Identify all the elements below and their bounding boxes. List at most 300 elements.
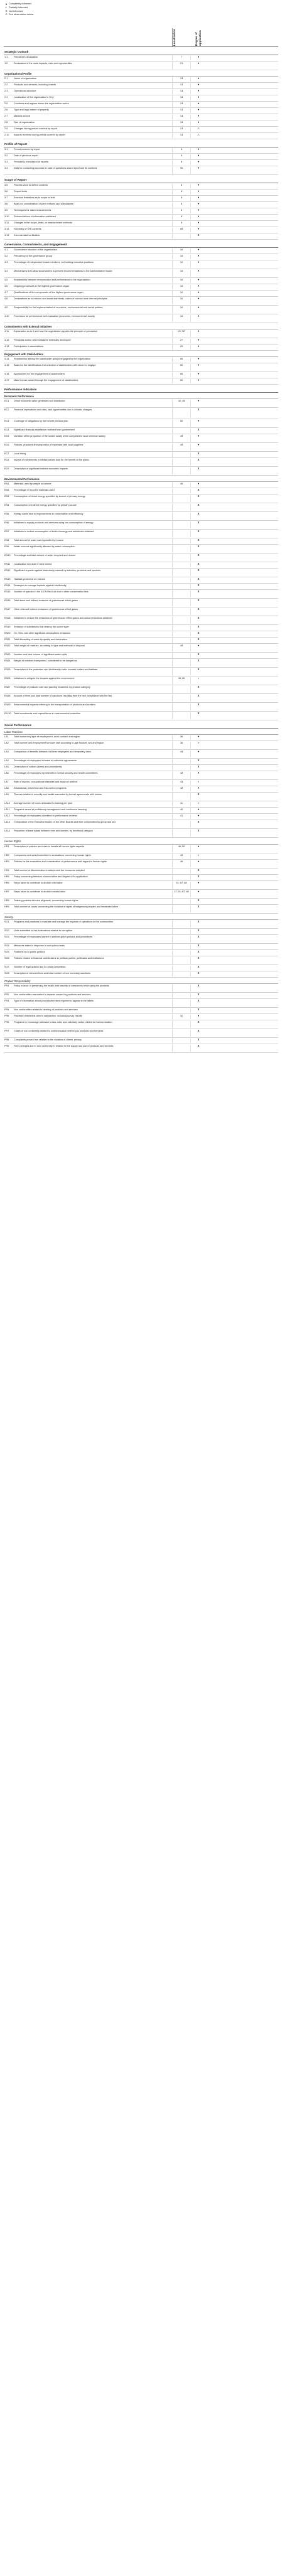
table-row xyxy=(4,808,278,814)
not-informed-icon: X xyxy=(197,898,200,902)
table-row xyxy=(4,780,278,786)
localization-page xyxy=(172,957,191,964)
indicator-code: EN6 xyxy=(4,521,9,525)
localization-page xyxy=(172,599,191,606)
not-informed-icon: X xyxy=(197,577,200,581)
table-row xyxy=(4,935,278,944)
indicator-code: 3.7 xyxy=(4,196,8,199)
indicator-code: 3.11 xyxy=(4,221,9,224)
indicator-code: EC3 xyxy=(4,420,9,423)
localization-page xyxy=(172,653,191,658)
indicator-description: Programs and practices to evaluate and manage the impacts of operations in the communities xyxy=(14,920,114,923)
table-row xyxy=(4,399,278,408)
indicator-description: Percentage of products sold and packing reclaimed, by product category xyxy=(14,686,90,689)
table-row xyxy=(4,55,278,61)
indicator-code: EN22 xyxy=(4,644,11,648)
indicator-description: Eventual limitations as to scope or limit xyxy=(14,196,55,199)
filled-circle-icon: ● xyxy=(197,147,200,151)
table-row xyxy=(4,306,278,314)
localization-page: 8 xyxy=(172,215,191,220)
indicator-description: Steps taken to contribute to abolish child labor xyxy=(14,881,63,884)
indicator-description: Total number of discrimination incidents and the measures adopted xyxy=(14,868,85,872)
indicator-description: Products and services, including brands xyxy=(14,83,57,87)
indicator-description: Participation in associations xyxy=(14,345,43,348)
not-informed-icon: X xyxy=(197,956,200,959)
localization-page xyxy=(172,936,191,943)
not-informed-icon: X xyxy=(197,584,200,587)
warning-icon: ⚠ xyxy=(197,127,200,131)
filled-circle-icon: ● xyxy=(197,771,200,775)
indicator-code: 2.10 xyxy=(4,134,9,137)
indicator-code: 4.4 xyxy=(4,269,8,272)
indicator-code: EN8 xyxy=(4,539,9,542)
table-row xyxy=(4,868,278,875)
table-row xyxy=(4,372,278,378)
localization-page: 8 xyxy=(172,154,191,159)
filled-circle-icon: ● xyxy=(197,154,200,158)
localization-page xyxy=(172,668,191,675)
indicator-description: Date of previous report xyxy=(14,154,38,158)
localization-page xyxy=(172,703,191,710)
indicator-description: Type of information about products/services required to appear in the labels xyxy=(14,1000,94,1003)
table-row xyxy=(4,653,278,659)
table-row xyxy=(4,577,278,584)
table-row xyxy=(4,183,278,190)
indicator-code: 1.1 xyxy=(4,56,8,59)
localization-page xyxy=(172,869,191,874)
table-row xyxy=(4,530,278,538)
localization-page xyxy=(172,660,191,666)
indicator-code: 4.17 xyxy=(4,379,9,382)
filled-circle-icon: ● xyxy=(197,357,200,361)
filled-circle-icon: ● xyxy=(197,859,200,863)
indicator-description: Percentage of independent board members, not holding executive positions xyxy=(14,260,94,264)
table-row xyxy=(4,77,278,83)
filled-circle-icon: ● xyxy=(197,296,200,300)
table-row xyxy=(4,357,278,363)
filled-circle-icon: ● xyxy=(5,2,8,6)
indicator-code: EN24 xyxy=(4,660,11,663)
indicator-description: Themes relative to security and health warranted by formal agreements with unions xyxy=(14,793,102,796)
indicator-description: Consumption of indirect energy specified by primary source xyxy=(14,504,77,507)
table-row xyxy=(4,759,278,765)
localization-page xyxy=(172,1045,191,1052)
localization-page: 8 xyxy=(172,190,191,195)
localization-page: 13 xyxy=(172,83,191,88)
indicator-code: 3.3 xyxy=(4,161,8,164)
filled-circle-icon: ● xyxy=(197,482,200,486)
table-row xyxy=(4,512,278,521)
indicator-code: LA4 xyxy=(4,759,9,762)
indicator-code: 3.5 xyxy=(4,183,8,186)
table-row xyxy=(4,538,278,545)
table-header xyxy=(4,18,278,47)
indicator-code: HR5 xyxy=(4,875,9,878)
indicator-description: Changes during period covered by report xyxy=(14,127,58,131)
table-row xyxy=(4,284,278,291)
table-row xyxy=(4,1044,278,1053)
table-row xyxy=(4,314,278,323)
localization-page xyxy=(172,626,191,630)
table-row xyxy=(4,127,278,133)
filled-circle-icon: ● xyxy=(197,814,200,818)
filled-circle-icon: ● xyxy=(197,95,200,99)
indicator-code: EN14 xyxy=(4,584,11,587)
indicator-code: EC6 xyxy=(4,444,9,447)
indicator-description: Policies, practices and proportion of expenses with local suppliers xyxy=(14,444,84,447)
localization-page: 41 xyxy=(172,815,191,819)
localization-page: 50 xyxy=(172,420,191,427)
indicator-description: Total amount of water used specified by source xyxy=(14,539,64,542)
section-heading: Economic Performance xyxy=(4,393,278,399)
indicator-description: Summary of GRI contents xyxy=(14,227,41,230)
indicator-code: EC2 xyxy=(4,409,9,412)
table-row xyxy=(4,553,278,562)
not-informed-icon: X xyxy=(197,993,200,997)
indicator-description: Average number of hours dedicated to training per year xyxy=(14,802,73,805)
indicator-description: Amount of fines and total number of sanctions resulting from the non compliance with the law xyxy=(14,695,112,698)
table-row xyxy=(4,590,278,599)
not-informed-icon: X xyxy=(197,631,200,635)
not-informed-icon: X xyxy=(197,904,200,908)
filled-circle-icon: ● xyxy=(197,160,200,164)
not-informed-icon: X xyxy=(197,562,200,566)
indicator-description: Policy in favor of preserving the health and security of consumers while using the products xyxy=(14,985,109,988)
localization-page xyxy=(172,1030,191,1037)
indicator-code: 3.1 xyxy=(4,148,8,151)
filled-circle-icon: ● xyxy=(197,808,200,811)
filled-circle-icon: ● xyxy=(197,166,200,170)
indicator-description: Approaches for the engagement of stakeholders xyxy=(14,373,65,376)
indicator-description: Proportion of base salary between men and women, by functional category xyxy=(14,830,93,833)
localization-page: 16 xyxy=(172,297,191,304)
filled-circle-icon: ● xyxy=(197,305,200,309)
not-informed-icon: X xyxy=(197,949,200,953)
indicator-code: HR7 xyxy=(4,890,9,893)
indicator-description: Educational, prevention and risk control programs xyxy=(14,787,67,790)
table-row xyxy=(4,685,278,694)
section-heading: Human Rights xyxy=(4,838,278,844)
not-informed-icon: X xyxy=(197,530,200,533)
indicator-code: EN12 xyxy=(4,569,11,572)
indicator-code: EN23 xyxy=(4,653,11,656)
not-informed-icon: X xyxy=(197,668,200,671)
indicator-code: HR2 xyxy=(4,853,9,857)
indicator-description: Number of species in the IUCN Red List and in other conservation lists xyxy=(14,591,89,594)
indicator-description: Complaints proved true relative to the violation of clients' privacy xyxy=(14,1039,82,1042)
indicator-code: LA10 xyxy=(4,802,10,805)
indicator-code: HR4 xyxy=(4,868,9,872)
indicator-description: Policies related to financial contributions to political parties, politicians and institutions xyxy=(14,956,104,959)
localization-page: 49 xyxy=(172,644,191,651)
filled-circle-icon: ● xyxy=(197,735,200,739)
indicator-description: Periodicity of emission of reports xyxy=(14,161,48,164)
table-row xyxy=(4,166,278,175)
not-informed-icon: X xyxy=(197,638,200,641)
not-informed-icon: X xyxy=(197,793,200,796)
indicator-description: Number and total volume of significant water spills xyxy=(14,653,67,656)
filled-circle-icon: ● xyxy=(197,83,200,87)
half-circle-icon: ◐ xyxy=(197,780,200,784)
indicator-code: EN18 xyxy=(4,617,11,620)
table-row xyxy=(4,607,278,616)
table-row xyxy=(4,221,278,227)
table-row xyxy=(4,801,278,808)
filled-circle-icon: ● xyxy=(197,55,200,59)
indicator-description: Process used to define contents xyxy=(14,183,48,186)
table-row xyxy=(4,944,278,950)
table-row xyxy=(4,625,278,631)
indicator-code: 4.2 xyxy=(4,254,8,257)
localization-page: 13 xyxy=(172,102,191,107)
filled-circle-icon: ● xyxy=(197,77,200,80)
localization-page: 7 xyxy=(172,56,191,60)
section-heading: Environmental Performance xyxy=(4,476,278,482)
filled-circle-icon: ● xyxy=(197,102,200,105)
indicator-code: EN16 xyxy=(4,599,11,602)
localization-page: 80 xyxy=(172,364,191,371)
table-row xyxy=(4,712,278,720)
filled-circle-icon: ● xyxy=(197,120,200,124)
table-row xyxy=(4,584,278,590)
indicator-code: LA6 xyxy=(4,772,9,775)
indicator-description: Type and legal nature of property xyxy=(14,109,49,112)
indicator-description: Mechanisms that allow stockholders to present recommendations to the Administrative Board xyxy=(14,269,112,272)
localization-page xyxy=(172,712,191,719)
localization-page: 8 xyxy=(172,184,191,188)
not-informed-icon: X xyxy=(197,607,200,611)
not-informed-icon: X xyxy=(197,599,200,602)
table-row xyxy=(4,378,278,385)
indicator-description: External data verification xyxy=(14,233,40,237)
table-row xyxy=(4,154,278,160)
indicator-code: 3.10 xyxy=(4,215,9,218)
not-informed-icon: X xyxy=(197,919,200,923)
indicator-description: Description of the protection and biodiversity index in water bodies and habitats xyxy=(14,668,98,671)
indicator-description: Reformulations of information published xyxy=(14,215,56,218)
indicator-code: 2.9 xyxy=(4,127,8,131)
not-informed-icon: X xyxy=(197,874,200,878)
localization-page: 32; 45 xyxy=(172,400,191,407)
localization-page xyxy=(172,899,191,904)
localization-page: 32 xyxy=(172,1015,191,1019)
legend-item xyxy=(4,13,117,17)
indicator-description: Number of legal actions due to unfair competition xyxy=(14,965,66,968)
indicator-description: Total number of cases concerning the violation of rights of indigenous peoples and measures taken xyxy=(14,905,119,908)
table-row xyxy=(4,503,278,512)
localization-page: 16 xyxy=(172,285,191,289)
table-row xyxy=(4,133,278,139)
localization-page: 13 xyxy=(172,127,191,132)
table-row xyxy=(4,338,278,345)
table-row xyxy=(4,735,278,741)
indicator-code: 2.8 xyxy=(4,121,8,124)
indicator-code: SO2 xyxy=(4,929,9,932)
indicator-code: 2.6 xyxy=(4,109,8,112)
not-informed-icon: X xyxy=(197,521,200,525)
indicator-code: 2.5 xyxy=(4,102,8,105)
indicator-code: LA9 xyxy=(4,793,9,796)
localization-page: 80 xyxy=(172,373,191,377)
localization-page: 8 xyxy=(172,161,191,165)
localization-page: 49 xyxy=(172,435,191,442)
legend xyxy=(4,3,117,16)
not-informed-icon: X xyxy=(197,765,200,769)
indicator-description: Name of organization xyxy=(14,77,37,80)
table-row xyxy=(4,765,278,771)
localization-page: 80 xyxy=(172,358,191,362)
indicator-code: 3.8 xyxy=(4,202,8,205)
warning-icon: ⚠ xyxy=(197,133,200,137)
not-informed-icon: X xyxy=(197,712,200,715)
localization-page: 90 xyxy=(172,167,191,174)
filled-circle-icon: ● xyxy=(197,214,200,218)
section-heading: Product Responsibility xyxy=(4,978,278,984)
table-row xyxy=(4,269,278,278)
indicator-description: Basis for the identification and selection of stakeholders with whom to engage xyxy=(14,364,96,367)
indicator-code: EC4 xyxy=(4,429,9,432)
indicator-description: Steps taken to contribute to abolish bonded labor xyxy=(14,890,66,893)
indicator-code: HR1 xyxy=(4,845,9,848)
localization-page: 29 xyxy=(172,345,191,350)
localization-page: 13 xyxy=(172,121,191,126)
indicator-code: HR9 xyxy=(4,905,9,908)
filled-circle-icon: ● xyxy=(197,61,200,65)
localization-page: 46 xyxy=(172,860,191,867)
indicator-description: Habitats protected or restored xyxy=(14,578,46,581)
table-row xyxy=(4,786,278,793)
indicator-description: Changes in the scope, limits, or measurement methods xyxy=(14,221,72,224)
indicator-code: HR3 xyxy=(4,860,9,863)
indicator-code: SO1 xyxy=(4,920,9,923)
indicator-code: EN19 xyxy=(4,626,11,629)
indicator-description: Description of relevant fines and total number of non monetary sanctions xyxy=(14,971,90,975)
warning-icon: ⚠ xyxy=(4,13,8,16)
indicator-code: EN26 xyxy=(4,677,11,680)
indicator-description: Significant impacts against biodiversity caused by activities, products and services xyxy=(14,569,101,572)
table-row xyxy=(4,345,278,351)
section-heading: Engagement with Stakeholders xyxy=(4,351,278,357)
table-row xyxy=(4,1014,278,1020)
section-heading: Profile of Report xyxy=(4,139,278,147)
indicator-code: 2.1 xyxy=(4,77,8,80)
indicator-description: Training policies directed at guards, concerning human rights xyxy=(14,899,79,902)
indicator-description: Non conformities associated to impacts caused by products and services xyxy=(14,993,91,997)
indicator-description: Ongoing processes in the highest governance organ xyxy=(14,284,70,287)
indicator-description: Total direct and indirect emission of greenhouse effect gases xyxy=(14,599,78,602)
indicator-code: EN28 xyxy=(4,695,11,698)
table-row xyxy=(4,147,278,154)
localization-page xyxy=(172,468,191,474)
table-row xyxy=(4,419,278,428)
indicator-description: Description of significant indirect economic impacts xyxy=(14,468,68,471)
table-row xyxy=(4,703,278,712)
indicator-description: Direct economic value generated and distributed xyxy=(14,400,65,403)
indicator-description: President's declaration xyxy=(14,56,38,59)
indicator-code: LA13 xyxy=(4,821,10,824)
localization-page xyxy=(172,495,191,502)
filled-circle-icon: ● xyxy=(197,786,200,790)
half-circle-icon: ◐ xyxy=(197,676,200,680)
localization-page: 44 xyxy=(172,751,191,757)
indicator-description: Data for contacting purposes in case of questions about report and its contents xyxy=(14,167,97,170)
indicator-description: Initiatives to reduce the emissions of greenhouse effect gases and actual reductions obtained xyxy=(14,617,112,620)
table-row xyxy=(4,853,278,860)
not-informed-icon: X xyxy=(197,694,200,698)
not-informed-icon: X xyxy=(197,458,200,462)
indicator-code: EN1 xyxy=(4,483,9,486)
not-informed-icon: X xyxy=(197,703,200,707)
indicator-code: 2.4 xyxy=(4,96,8,99)
table-row xyxy=(4,1020,278,1029)
table-row xyxy=(4,248,278,254)
localization-page: 16 xyxy=(172,261,191,268)
localization-page xyxy=(172,929,191,934)
indicator-description: Practices directed at client's satisfaction, including survey results xyxy=(14,1015,82,1018)
indicator-code: HR8 xyxy=(4,899,9,902)
indicator-code: SO6 xyxy=(4,956,9,959)
indicator-code: LA12 xyxy=(4,815,10,818)
table-row xyxy=(4,114,278,120)
indicator-description: Ox, SOx, and other significant atmospheric emissions xyxy=(14,632,71,635)
half-circle-icon: ◐ xyxy=(197,741,200,745)
not-informed-icon: X xyxy=(197,1038,200,1042)
indicator-description: Measures taken in response to corruption cases xyxy=(14,944,65,947)
filled-circle-icon: ● xyxy=(197,443,200,447)
table-row xyxy=(4,644,278,653)
not-informed-icon: X xyxy=(197,1044,200,1048)
table-row xyxy=(4,208,278,215)
table-row xyxy=(4,488,278,494)
table-row xyxy=(4,458,278,467)
indicator-description: Water sources significantly affected by water consumption xyxy=(14,545,75,548)
table-row xyxy=(4,1008,278,1014)
localization-page xyxy=(172,608,191,615)
not-informed-icon: X xyxy=(197,503,200,507)
localization-page: 8 xyxy=(172,196,191,201)
indicator-code: PR8 xyxy=(4,1039,9,1042)
indicator-description: Declaration of the main impacts, risks and opportunities xyxy=(14,62,73,65)
indicator-description: Main themes raised through the engagement of stakeholders xyxy=(14,379,79,382)
indicator-code: EN21 xyxy=(4,638,11,641)
localization-page xyxy=(172,513,191,520)
indicator-code: EN3 xyxy=(4,495,9,498)
indicator-description: Markets served xyxy=(14,115,30,118)
localization-page: 13 xyxy=(172,77,191,82)
not-informed-icon: X xyxy=(197,999,200,1003)
not-informed-icon: X xyxy=(197,488,200,492)
localization-page: 16 xyxy=(172,291,191,296)
indicator-description: Description of policies and rules to handle all human rights aspects xyxy=(14,845,85,848)
indicator-code: EN4 xyxy=(4,504,9,507)
localization-page: 21 xyxy=(172,62,191,69)
filled-circle-icon: ● xyxy=(197,314,200,318)
table-row xyxy=(4,845,278,853)
indicator-code: 4.15 xyxy=(4,364,9,367)
localization-page: 80 xyxy=(172,379,191,383)
indicator-code: 4.5 xyxy=(4,278,8,281)
table-row xyxy=(4,771,278,780)
table-row xyxy=(4,899,278,905)
indicator-description: Total workers by type of employment, work contract and region xyxy=(14,735,80,739)
table-row xyxy=(4,233,278,240)
filled-circle-icon: ● xyxy=(197,880,200,884)
indicator-code: 4.6 xyxy=(4,284,8,287)
section-heading: Social Performance xyxy=(4,720,278,729)
localization-page xyxy=(172,759,191,764)
indicator-code: PR1 xyxy=(4,985,9,988)
indicator-code: EN7 xyxy=(4,530,9,533)
